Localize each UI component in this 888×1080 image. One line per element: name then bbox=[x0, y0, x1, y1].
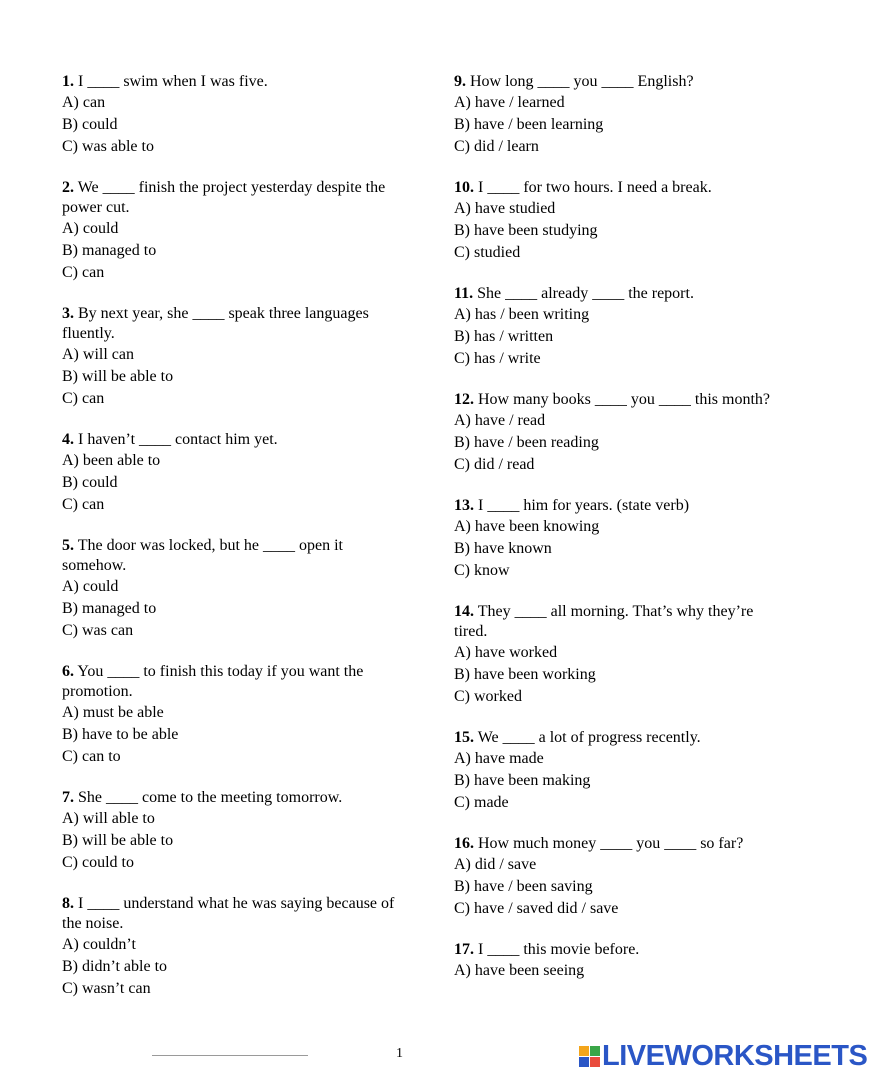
option-c: C) wasn’t can bbox=[62, 980, 151, 997]
question-stem bbox=[62, 72, 407, 92]
option-c: C) did / read bbox=[454, 456, 535, 473]
question-number: 14. bbox=[454, 603, 474, 620]
question-11 bbox=[454, 284, 774, 370]
option-c: C) made bbox=[454, 794, 509, 811]
question-number: 4. bbox=[62, 431, 74, 448]
option-b: B) didn’t able to bbox=[62, 958, 168, 975]
question-17 bbox=[454, 940, 774, 982]
question-number: 9. bbox=[454, 73, 466, 90]
logo-square-icon bbox=[579, 1046, 589, 1056]
question-stem bbox=[454, 602, 774, 642]
option-c: C) was able to bbox=[62, 138, 154, 155]
question-text: I ____ for two hours. I need a break. bbox=[474, 179, 712, 196]
brand-wordmark: LIVEWORKSHEETS bbox=[602, 1040, 868, 1072]
question-text: How many books ____ you ____ this month? bbox=[474, 391, 770, 408]
option-b: B) have been studying bbox=[454, 222, 598, 239]
option-b: B) managed to bbox=[62, 600, 157, 617]
option-b: B) have / been learning bbox=[454, 116, 604, 133]
option-a: A) have studied bbox=[454, 200, 556, 217]
question-1 bbox=[62, 72, 407, 158]
question-stem bbox=[62, 178, 407, 218]
question-number: 12. bbox=[454, 391, 474, 408]
question-text: By next year, she ____ speak three languages fluently. bbox=[62, 305, 369, 342]
question-7 bbox=[62, 788, 407, 874]
question-3 bbox=[62, 304, 407, 410]
question-text: I ____ swim when I was five. bbox=[74, 73, 268, 90]
question-stem bbox=[454, 728, 774, 748]
option-b: B) could bbox=[62, 474, 118, 491]
liveworksheets-logo[interactable] bbox=[579, 1040, 867, 1072]
option-c: C) can bbox=[62, 264, 105, 281]
question-text: I haven’t ____ contact him yet. bbox=[74, 431, 278, 448]
question-10 bbox=[454, 178, 774, 264]
question-stem bbox=[62, 430, 407, 450]
option-c: C) did / learn bbox=[454, 138, 539, 155]
page-number: 1 bbox=[396, 1046, 403, 1061]
question-15 bbox=[454, 728, 774, 814]
question-text: I ____ him for years. (state verb) bbox=[474, 497, 690, 514]
question-number: 6. bbox=[62, 663, 74, 680]
option-b: B) have / been saving bbox=[454, 878, 593, 895]
question-text: I ____ this movie before. bbox=[474, 941, 640, 958]
logo-square-icon bbox=[579, 1057, 589, 1067]
question-6 bbox=[62, 662, 407, 768]
option-b: B) have been making bbox=[454, 772, 591, 789]
option-a: A) couldn’t bbox=[62, 936, 136, 953]
question-8 bbox=[62, 894, 407, 1000]
question-number: 7. bbox=[62, 789, 74, 806]
question-2 bbox=[62, 178, 407, 284]
option-c: C) worked bbox=[454, 688, 522, 705]
question-stem bbox=[62, 662, 407, 702]
option-a: A) have / learned bbox=[454, 94, 565, 111]
question-stem bbox=[454, 940, 774, 960]
question-text: We ____ finish the project yesterday despite the power cut. bbox=[62, 179, 386, 216]
question-stem bbox=[454, 390, 774, 410]
question-stem bbox=[454, 284, 774, 304]
question-number: 11. bbox=[454, 285, 474, 302]
option-b: B) will be able to bbox=[62, 832, 174, 849]
option-b: B) could bbox=[62, 116, 118, 133]
question-number: 8. bbox=[62, 895, 74, 912]
right-column bbox=[454, 72, 774, 1002]
option-a: A) have made bbox=[454, 750, 544, 767]
option-c: C) have / saved did / save bbox=[454, 900, 619, 917]
option-c: C) studied bbox=[454, 244, 521, 261]
question-number: 10. bbox=[454, 179, 474, 196]
question-stem bbox=[62, 894, 407, 934]
option-a: A) has / been writing bbox=[454, 306, 590, 323]
option-a: A) have / read bbox=[454, 412, 546, 429]
option-b: B) have to be able bbox=[62, 726, 179, 743]
option-a: A) must be able bbox=[62, 704, 164, 721]
question-number: 1. bbox=[62, 73, 74, 90]
option-a: A) did / save bbox=[454, 856, 537, 873]
logo-square-icon bbox=[590, 1057, 600, 1067]
question-number: 2. bbox=[62, 179, 74, 196]
question-stem bbox=[62, 536, 407, 576]
question-text: How long ____ you ____ English? bbox=[466, 73, 694, 90]
option-c: C) could to bbox=[62, 854, 134, 871]
question-text: I ____ understand what he was saying because of the noise. bbox=[62, 895, 395, 932]
question-stem bbox=[454, 178, 774, 198]
question-text: She ____ already ____ the report. bbox=[473, 285, 694, 302]
question-number: 5. bbox=[62, 537, 74, 554]
question-text: The door was locked, but he ____ open it somehow. bbox=[62, 537, 343, 574]
option-a: A) have worked bbox=[454, 644, 558, 661]
option-c: C) can to bbox=[62, 748, 121, 765]
question-stem bbox=[454, 496, 774, 516]
question-12 bbox=[454, 390, 774, 476]
question-number: 15. bbox=[454, 729, 474, 746]
option-c: C) has / write bbox=[454, 350, 541, 367]
question-text: She ____ come to the meeting tomorrow. bbox=[74, 789, 343, 806]
question-5 bbox=[62, 536, 407, 642]
option-b: B) has / written bbox=[454, 328, 554, 345]
option-a: A) have been seeing bbox=[454, 962, 585, 979]
left-column bbox=[62, 72, 407, 1020]
option-a: A) have been knowing bbox=[454, 518, 600, 535]
question-text: They ____ all morning. That’s why they’re tired. bbox=[454, 603, 754, 640]
option-c: C) know bbox=[454, 562, 510, 579]
question-16 bbox=[454, 834, 774, 920]
option-a: A) can bbox=[62, 94, 106, 111]
option-b: B) have been working bbox=[454, 666, 596, 683]
option-b: B) will be able to bbox=[62, 368, 174, 385]
question-stem bbox=[454, 834, 774, 854]
question-4 bbox=[62, 430, 407, 516]
question-9 bbox=[454, 72, 774, 158]
question-stem bbox=[454, 72, 774, 92]
option-a: A) been able to bbox=[62, 452, 161, 469]
option-a: A) will able to bbox=[62, 810, 155, 827]
question-number: 13. bbox=[454, 497, 474, 514]
question-text: We ____ a lot of progress recently. bbox=[474, 729, 701, 746]
question-number: 3. bbox=[62, 305, 74, 322]
footer-divider bbox=[152, 1055, 308, 1056]
option-b: B) managed to bbox=[62, 242, 157, 259]
question-stem bbox=[62, 788, 407, 808]
option-a: A) could bbox=[62, 220, 119, 237]
option-c: C) can bbox=[62, 496, 105, 513]
option-a: A) could bbox=[62, 578, 119, 595]
question-stem bbox=[62, 304, 407, 344]
question-13 bbox=[454, 496, 774, 582]
option-b: B) have known bbox=[454, 540, 552, 557]
logo-grid-icon bbox=[579, 1046, 600, 1067]
option-c: C) was can bbox=[62, 622, 134, 639]
option-a: A) will can bbox=[62, 346, 134, 363]
question-14 bbox=[454, 602, 774, 708]
question-number: 16. bbox=[454, 835, 474, 852]
question-text: How much money ____ you ____ so far? bbox=[474, 835, 744, 852]
logo-square-icon bbox=[590, 1046, 600, 1056]
option-b: B) have / been reading bbox=[454, 434, 599, 451]
option-c: C) can bbox=[62, 390, 105, 407]
question-text: You ____ to finish this today if you want the promotion. bbox=[62, 663, 364, 700]
question-number: 17. bbox=[454, 941, 474, 958]
